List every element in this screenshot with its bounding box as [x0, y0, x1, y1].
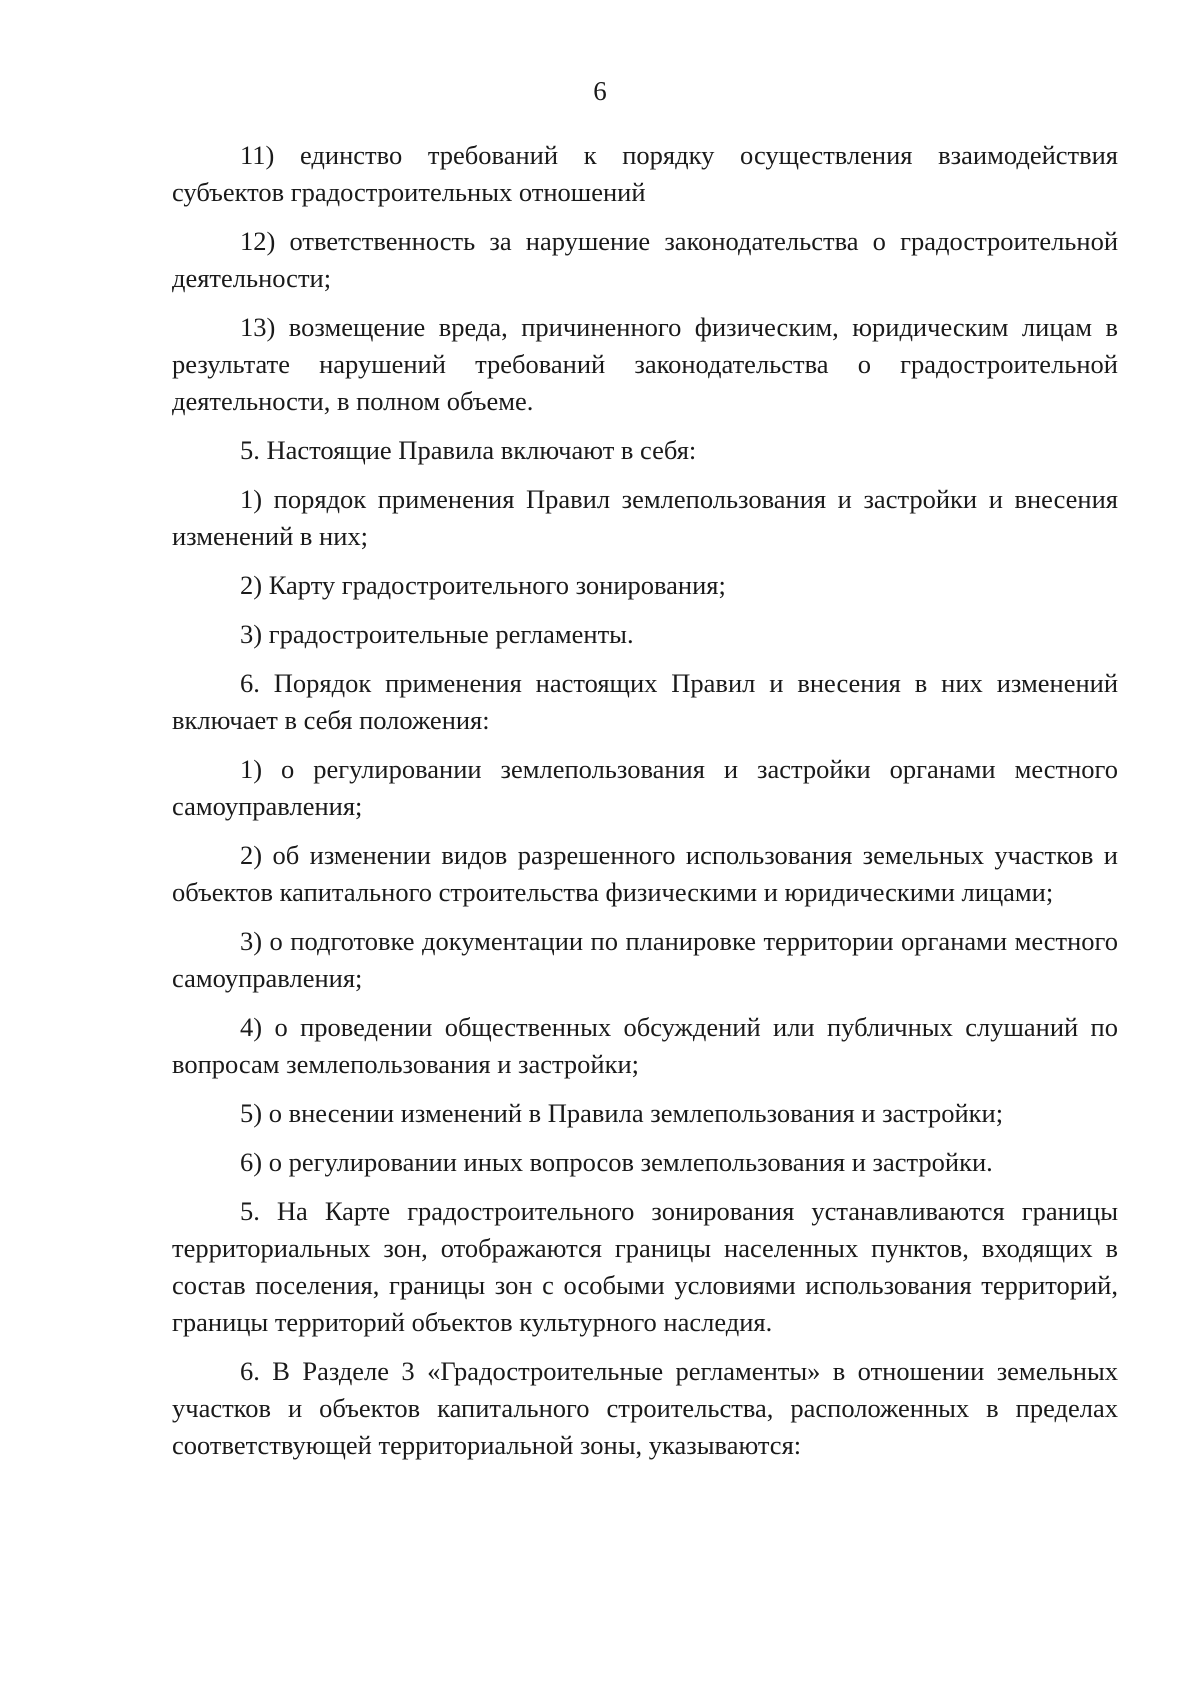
paragraph-item-12: 12) ответственность за нарушение законодательства о градостроительной деятельности; — [172, 226, 1118, 293]
paragraph-list-item: 2) об изменении видов разрешенного использования земельных участков и объектов капитального строительства физическими и юридическими лицами; — [172, 840, 1118, 907]
paragraph-list-item: 3) о подготовке документации по планировке территории органами местного самоуправления; — [172, 926, 1118, 993]
paragraph-section-5-map: 5. На Карте градостроительного зонирования устанавливаются границы территориальных зон, отображаются границы населенных пунктов, входящих в состав поселения, границы зон с особыми условиями использования территорий, границы территорий объектов культурного наследия. — [172, 1196, 1118, 1337]
paragraph-list-item: 3) градостроительные регламенты. — [240, 619, 634, 649]
paragraph-section-5: 5. Настоящие Правила включают в себя: — [240, 435, 697, 465]
paragraph-item-11: 11) единство требований к порядку осуществления взаимодействия субъектов градостроительных отношений — [172, 140, 1118, 207]
document-body — [172, 137, 1118, 1476]
paragraph-list-item: 6) о регулировании иных вопросов землепользования и застройки. — [240, 1147, 993, 1177]
paragraph-section-6: 6. Порядок применения настоящих Правил и внесения в них изменений включает в себя положения: — [172, 668, 1118, 735]
paragraph-item-13: 13) возмещение вреда, причиненного физическим, юридическим лицам в результате нарушений требований законодательства о градостроительной деятельности, в полном объеме. — [172, 312, 1118, 416]
paragraph-list-item: 4) о проведении общественных обсуждений или публичных слушаний по вопросам землепользования и застройки; — [172, 1012, 1118, 1079]
paragraph-list-item: 5) о внесении изменений в Правила землепользования и застройки; — [240, 1098, 1004, 1128]
paragraph-list-item: 1) о регулировании землепользования и застройки органами местного самоуправления; — [172, 754, 1118, 821]
paragraph-section-6-regulations: 6. В Разделе 3 «Градостроительные регламенты» в отношении земельных участков и объектов капитального строительства, расположенных в пределах соответствующей территориальной зоны, указываются: — [172, 1356, 1118, 1460]
paragraph-list-item: 1) порядок применения Правил землепользования и застройки и внесения изменений в них; — [172, 484, 1118, 551]
page-number: 6 — [593, 76, 607, 106]
paragraph-list-item: 2) Карту градостроительного зонирования; — [240, 570, 726, 600]
